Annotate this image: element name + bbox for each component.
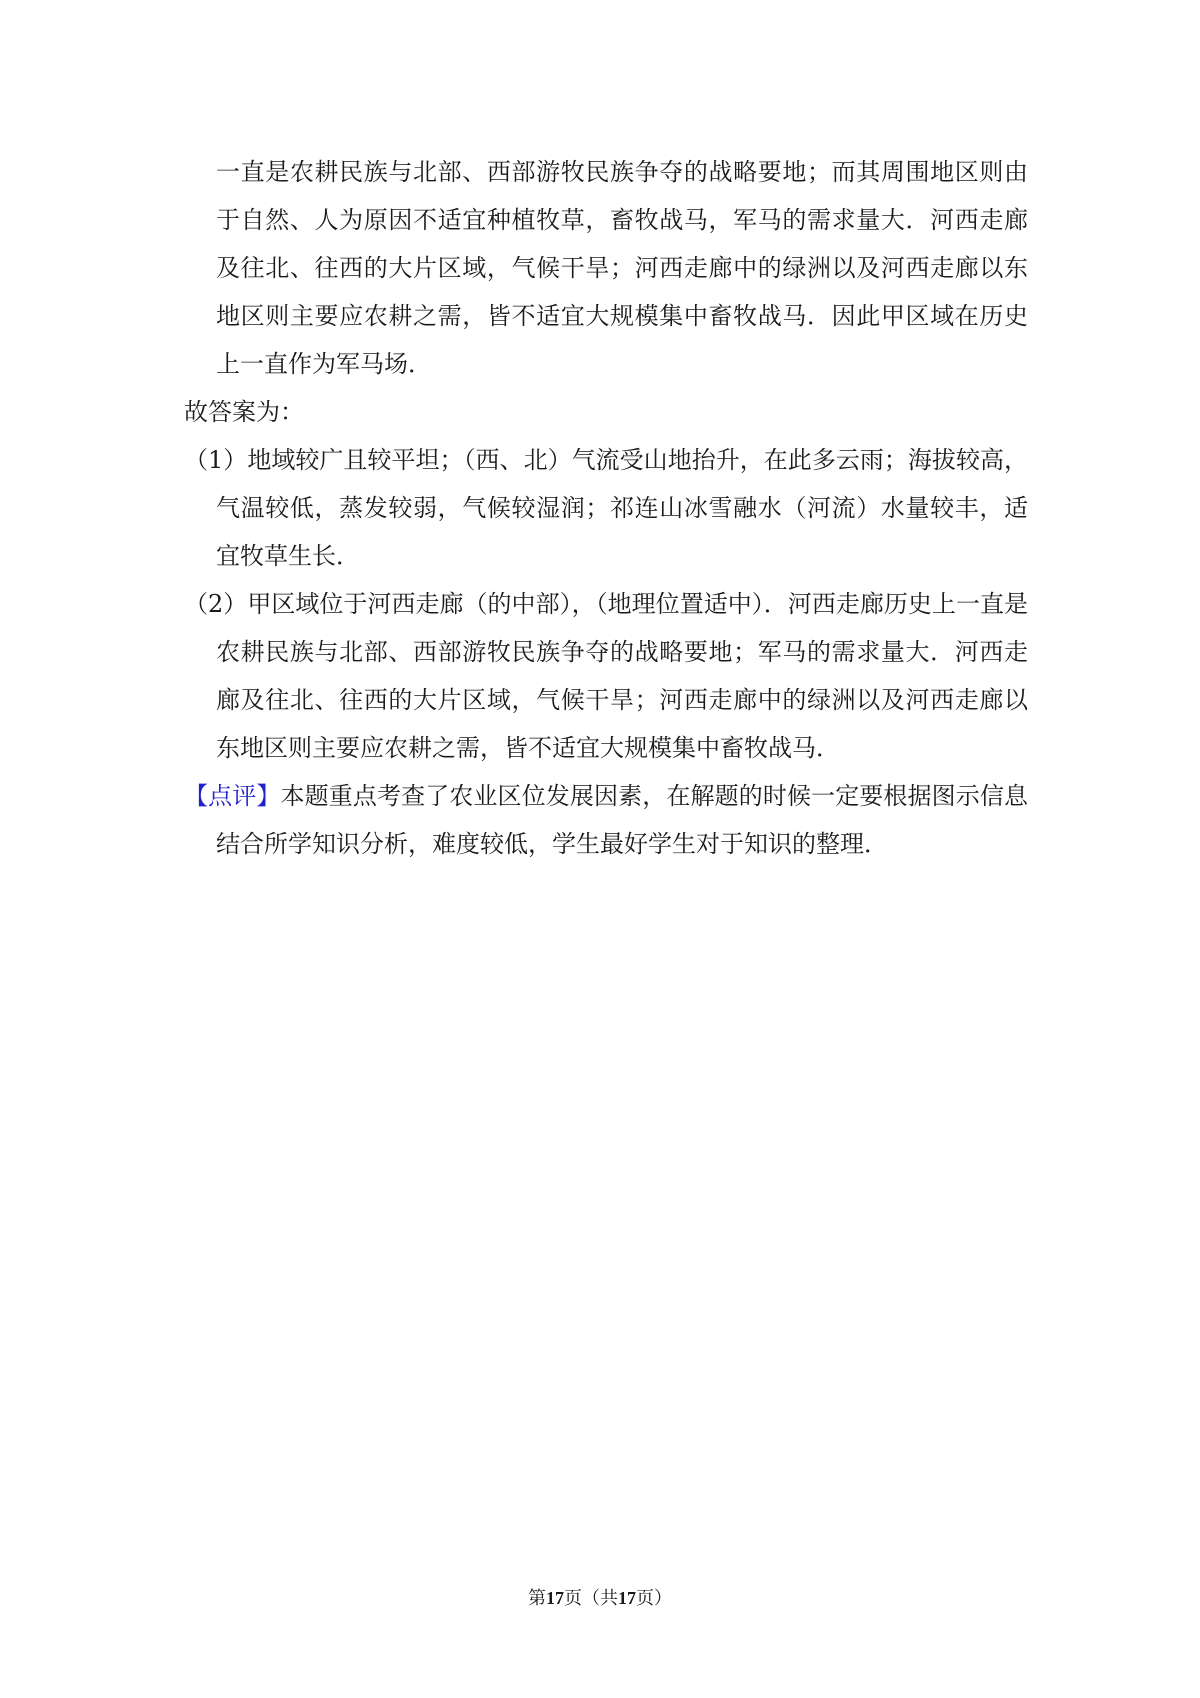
comment-text: 本题重点考查了农业区位发展因素，在解题的时候一定要根据图示信息结合所学知识分析，难度较低，学生最好学生对于知识的整理． [216, 782, 1029, 858]
document-body [184, 148, 1028, 868]
comment-paragraph [184, 772, 1028, 868]
footer-total-pages: 17 [618, 1588, 636, 1608]
answer-item-1: （1）地域较广且较平坦；（西、北）气流受山地抬升，在此多云雨；海拔较高，气温较低，蒸发较弱，气候较湿润；祁连山冰雪融水（河流）水量较丰，适宜牧草生长． [184, 446, 1028, 570]
continuation-paragraph: 一直是农耕民族与北部、西部游牧民族争夺的战略要地；而其周围地区则由于自然、人为原因不适宜种植牧草，畜牧战马，军马的需求量大．河西走廊及往北、往西的大片区域，气候干旱；河西走廊中的绿洲以及河西走廊以东地区则主要应农耕之需，皆不适宜大规模集中畜牧战马．因此甲区域在历史上一直作为军马场． [216, 158, 1028, 378]
footer-page-number: 17 [546, 1588, 564, 1608]
footer-middle: 页（共 [564, 1588, 618, 1609]
footer-prefix: 第 [528, 1588, 546, 1609]
answer-item-2: （2）甲区域位于河西走廊（的中部），（地理位置适中）．河西走廊历史上一直是农耕民族与北部、西部游牧民族争夺的战略要地；军马的需求量大．河西走廊及往北、往西的大片区域，气候干旱；河西走廊中的绿洲以及河西走廊以东地区则主要应农耕之需，皆不适宜大规模集中畜牧战马． [184, 590, 1028, 762]
footer-suffix: 页） [636, 1588, 672, 1609]
comment-tag: 【点评】 [184, 782, 281, 810]
answer-intro: 故答案为： [184, 398, 304, 426]
page-footer [0, 1586, 1200, 1611]
